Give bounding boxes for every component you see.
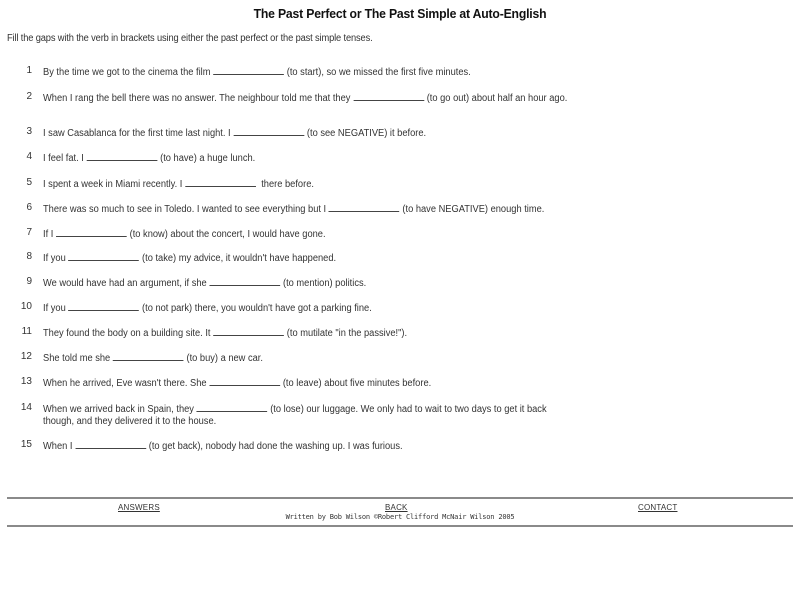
question-text: [43, 351, 573, 365]
question-text: [43, 251, 573, 265]
footer-top-divider: [7, 497, 793, 499]
question-text-after: (to have) a huge lunch.: [160, 153, 256, 164]
question-number: 5: [26, 177, 32, 188]
footer-bottom-divider: [7, 525, 793, 527]
question-number: 6: [26, 202, 32, 213]
answer-gap: [69, 301, 140, 311]
question-text: [43, 126, 573, 140]
question-text: [43, 326, 573, 340]
question-text-before: When he arrived, Eve wasn't there. She: [43, 378, 207, 389]
answer-gap: [213, 65, 284, 75]
question-text-before: There was so much to see in Toledo. I wanted to see everything but I: [43, 204, 327, 215]
question-text-before: If I: [43, 229, 54, 240]
question-number: 7: [26, 227, 32, 238]
question-number: 4: [26, 151, 32, 162]
question-text: [43, 227, 573, 241]
question-text: [43, 91, 573, 105]
question-text-before: I spent a week in Miami recently. I: [43, 179, 183, 190]
question-number: 14: [20, 402, 32, 413]
question-text: [43, 177, 573, 191]
question-text-before: She told me she: [43, 353, 111, 364]
question-text: [43, 276, 573, 290]
question-text-after: (to take) my advice, it wouldn't have happened.: [142, 253, 337, 264]
question-text-before: I feel fat. I: [43, 153, 84, 164]
question-text-before: When I: [43, 441, 73, 452]
answer-gap: [185, 177, 256, 187]
answer-gap: [69, 251, 140, 261]
answer-gap: [197, 402, 268, 412]
question-text-after: (to know) about the concert, I would have gone.: [129, 229, 326, 240]
question-text-after: (to lose) our luggage. We only had to wait to two days to get it back though, and they delivered it to the house.: [43, 404, 547, 427]
question-text: [43, 151, 573, 165]
question-text: [43, 439, 573, 453]
question-text-after: (to go out) about half an hour ago.: [426, 93, 568, 104]
question-number: 2: [26, 91, 32, 102]
question-number: 12: [20, 351, 32, 362]
question-text-before: I saw Casablanca for the first time last night. I: [43, 128, 231, 139]
answers-link[interactable]: ANSWERS: [118, 503, 160, 512]
question-text-before: If you: [43, 253, 66, 264]
answer-gap: [75, 439, 146, 449]
question-text-before: When I rang the bell there was no answer. The neighbour told me that they: [43, 93, 351, 104]
question-number: 3: [26, 126, 32, 137]
question-text-after: (to mention) politics.: [282, 278, 367, 289]
answer-gap: [209, 376, 280, 386]
answer-gap: [213, 326, 284, 336]
question-number: 8: [26, 251, 32, 262]
question-text-before: We would have had an argument, if she: [43, 278, 207, 289]
answer-gap: [87, 151, 158, 161]
question-text-before: If you: [43, 303, 66, 314]
question-number: 1: [26, 65, 32, 76]
question-text: [43, 202, 573, 216]
question-number: 15: [20, 439, 32, 450]
question-number: 10: [20, 301, 32, 312]
page-title: The Past Perfect or The Past Simple at Auto-English: [253, 6, 547, 21]
question-text-after: (to see NEGATIVE) it before.: [306, 128, 427, 139]
answer-gap: [56, 227, 127, 237]
question-text-after: there before.: [258, 179, 314, 190]
question-text: [43, 65, 573, 79]
question-number: 9: [26, 276, 32, 287]
answer-gap: [113, 351, 184, 361]
question-text-after: (to start), so we missed the first five minutes.: [286, 67, 471, 78]
question-text: [43, 301, 573, 315]
contact-link[interactable]: CONTACT: [638, 503, 678, 512]
answer-gap: [329, 202, 400, 212]
answer-gap: [353, 91, 424, 101]
question-text-before: By the time we got to the cinema the film: [43, 67, 211, 78]
question-number: 11: [21, 326, 32, 337]
copyright-credit: Written by Bob Wilson ©Robert Clifford McNair Wilson 2005: [285, 513, 515, 521]
question-text-after: (to leave) about five minutes before.: [282, 378, 432, 389]
answer-gap: [233, 126, 304, 136]
instructions: Fill the gaps with the verb in brackets using either the past perfect or the past simple tenses.: [7, 33, 373, 44]
question-text-after: (to have NEGATIVE) enough time.: [402, 204, 545, 215]
question-text: [43, 376, 573, 390]
question-text-after: (to get back), nobody had done the washing up. I was furious.: [148, 441, 403, 452]
question-number: 13: [20, 376, 32, 387]
question-text-after: (to not park) there, you wouldn't have got a parking fine.: [142, 303, 372, 314]
question-text-after: (to buy) a new car.: [186, 353, 263, 364]
question-text-before: They found the body on a building site. It: [43, 328, 211, 339]
answer-gap: [210, 276, 281, 286]
question-text-before: When we arrived back in Spain, they: [43, 404, 194, 415]
back-link[interactable]: BACK: [385, 503, 408, 512]
question-text: [43, 402, 573, 428]
question-text-after: (to mutilate "in the passive!").: [286, 328, 408, 339]
